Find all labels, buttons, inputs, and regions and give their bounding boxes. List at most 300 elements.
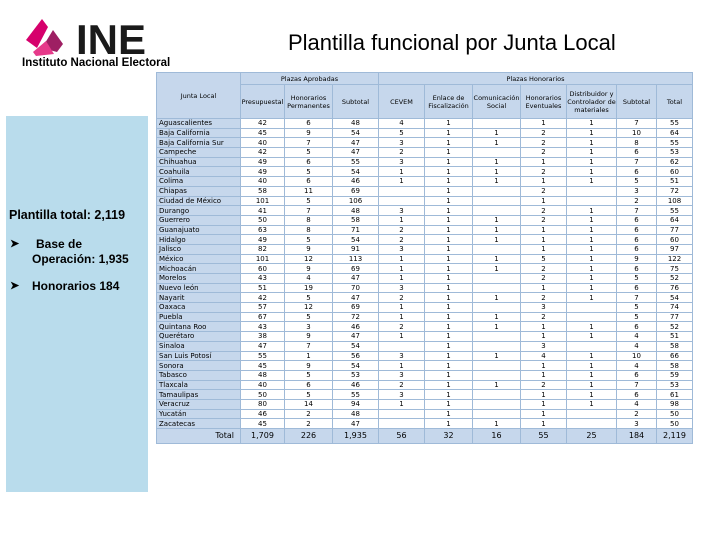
cell-comunicacion: [473, 148, 521, 158]
cell-comunicacion: 1: [473, 138, 521, 148]
cell-cevem: 3: [379, 244, 425, 254]
cell-eventuales: 2: [521, 186, 567, 196]
cell-permanentes: 14: [285, 399, 333, 409]
cell-junta: Chiapas: [157, 186, 241, 196]
cell-subtotal-honorarios: 6: [617, 370, 657, 380]
cell-eventuales: 2: [521, 264, 567, 274]
cell-presupuestal: 82: [241, 244, 285, 254]
cell-total: 51: [657, 332, 693, 342]
cell-total: 55: [657, 206, 693, 216]
cell-total: 64: [657, 215, 693, 225]
cell-comunicacion: 1: [473, 322, 521, 332]
cell-cevem: 1: [379, 215, 425, 225]
cell-enlace: 1: [425, 351, 473, 361]
cell-subtotal-aprobadas: 55: [333, 390, 379, 400]
cell-enlace: 1: [425, 293, 473, 303]
cell-eventuales: 1: [521, 332, 567, 342]
cell-comunicacion: [473, 332, 521, 342]
cell-junta: Tabasco: [157, 370, 241, 380]
cell-distribuidor: 1: [567, 177, 617, 187]
cell-distribuidor: 1: [567, 274, 617, 284]
cell-cevem: 5: [379, 128, 425, 138]
cell-enlace: 1: [425, 215, 473, 225]
cell-eventuales: 1: [521, 419, 567, 429]
cell-subtotal-honorarios: 7: [617, 206, 657, 216]
cell-presupuestal: 50: [241, 390, 285, 400]
cell-distribuidor: 1: [567, 157, 617, 167]
cell-subtotal-honorarios: 3: [617, 186, 657, 196]
cell-subtotal-aprobadas: 54: [333, 361, 379, 371]
cell-total: 108: [657, 196, 693, 206]
cell-eventuales: 1: [521, 390, 567, 400]
cell-junta: Veracruz: [157, 399, 241, 409]
table-row: [157, 399, 693, 409]
cell-subtotal-honorarios: 4: [617, 399, 657, 409]
table-row: [157, 244, 693, 254]
bullet-arrow-icon: ➤: [10, 238, 20, 250]
cell-junta: México: [157, 254, 241, 264]
cell-permanentes: 6: [285, 380, 333, 390]
cell-eventuales: 2: [521, 167, 567, 177]
cell-enlace: 1: [425, 390, 473, 400]
cell-presupuestal: 49: [241, 157, 285, 167]
cell-presupuestal: 57: [241, 303, 285, 313]
cell-enlace: 1: [425, 119, 473, 129]
cell-comunicacion: [473, 274, 521, 284]
table-row: [157, 264, 693, 274]
cell-subtotal-honorarios: 6: [617, 390, 657, 400]
cell-distribuidor: 1: [567, 390, 617, 400]
cell-presupuestal: 40: [241, 380, 285, 390]
cell-subtotal-aprobadas: 70: [333, 283, 379, 293]
cell-subtotal-honorarios: 7: [617, 380, 657, 390]
cell-eventuales: 1: [521, 177, 567, 187]
cell-distribuidor: 1: [567, 128, 617, 138]
cell-presupuestal: 43: [241, 274, 285, 284]
summary-box: [6, 116, 148, 492]
cell-enlace: 1: [425, 128, 473, 138]
cell-subtotal-honorarios: 6: [617, 167, 657, 177]
cell-presupuestal: 45: [241, 361, 285, 371]
cell-distribuidor: [567, 341, 617, 351]
cell-cevem: [379, 196, 425, 206]
table-row: [157, 322, 693, 332]
cell-total: 53: [657, 380, 693, 390]
cell-eventuales: 1: [521, 244, 567, 254]
cell-permanentes: 2: [285, 409, 333, 419]
cell-subtotal-honorarios: 5: [617, 303, 657, 313]
cell-presupuestal: 42: [241, 148, 285, 158]
cell-subtotal-honorarios: 10: [617, 128, 657, 138]
cell-eventuales: 1: [521, 157, 567, 167]
cell-eventuales: 1: [521, 370, 567, 380]
cell-presupuestal: 49: [241, 167, 285, 177]
table-row: [157, 380, 693, 390]
cell-cevem: 2: [379, 148, 425, 158]
cell-subtotal-honorarios: 5: [617, 312, 657, 322]
cell-subtotal-aprobadas: 113: [333, 254, 379, 264]
cell-enlace: 1: [425, 341, 473, 351]
cell-presupuestal: 42: [241, 293, 285, 303]
total-junta: Total: [157, 429, 241, 444]
cell-presupuestal: 80: [241, 399, 285, 409]
cell-total: 52: [657, 322, 693, 332]
cell-eventuales: 3: [521, 341, 567, 351]
cell-cevem: 2: [379, 322, 425, 332]
cell-total: 75: [657, 264, 693, 274]
cell-enlace: 1: [425, 322, 473, 332]
cell-presupuestal: 38: [241, 332, 285, 342]
table-row: [157, 409, 693, 419]
cell-cevem: 3: [379, 283, 425, 293]
cell-subtotal-honorarios: 6: [617, 225, 657, 235]
table-row: [157, 119, 693, 129]
total-total: 2,119: [657, 429, 693, 444]
cell-eventuales: 1: [521, 361, 567, 371]
cell-comunicacion: 1: [473, 225, 521, 235]
bullet-arrow-icon: ➤: [10, 280, 20, 292]
cell-eventuales: 2: [521, 380, 567, 390]
cell-presupuestal: 47: [241, 341, 285, 351]
cell-subtotal-aprobadas: 69: [333, 186, 379, 196]
cell-distribuidor: 1: [567, 361, 617, 371]
cell-comunicacion: 1: [473, 264, 521, 274]
cell-junta: Colima: [157, 177, 241, 187]
cell-subtotal-honorarios: 7: [617, 119, 657, 129]
cell-enlace: 1: [425, 167, 473, 177]
cell-subtotal-aprobadas: 47: [333, 138, 379, 148]
cell-eventuales: 3: [521, 303, 567, 313]
header-enlace: Enlace de Fiscalización: [425, 85, 473, 119]
cell-junta: Ciudad de México: [157, 196, 241, 206]
cell-permanentes: 5: [285, 390, 333, 400]
cell-permanentes: 9: [285, 264, 333, 274]
cell-junta: Sonora: [157, 361, 241, 371]
cell-permanentes: 12: [285, 254, 333, 264]
cell-distribuidor: 1: [567, 351, 617, 361]
cell-permanentes: 4: [285, 274, 333, 284]
cell-junta: Zacatecas: [157, 419, 241, 429]
cell-subtotal-aprobadas: 55: [333, 157, 379, 167]
cell-eventuales: 1: [521, 225, 567, 235]
cell-comunicacion: 1: [473, 351, 521, 361]
header-eventuales: Honorarios Eventuales: [521, 85, 567, 119]
cell-eventuales: 5: [521, 254, 567, 264]
cell-distribuidor: [567, 409, 617, 419]
cell-eventuales: 1: [521, 322, 567, 332]
cell-junta: Nayarit: [157, 293, 241, 303]
cell-presupuestal: 49: [241, 235, 285, 245]
cell-presupuestal: 40: [241, 177, 285, 187]
cell-subtotal-aprobadas: 69: [333, 303, 379, 313]
cell-eventuales: 2: [521, 138, 567, 148]
cell-total: 53: [657, 148, 693, 158]
cell-junta: Coahuila: [157, 167, 241, 177]
cell-distribuidor: 1: [567, 119, 617, 129]
cell-subtotal-aprobadas: 72: [333, 312, 379, 322]
cell-total: 55: [657, 138, 693, 148]
cell-junta: Campeche: [157, 148, 241, 158]
cell-permanentes: 12: [285, 303, 333, 313]
cell-distribuidor: 1: [567, 244, 617, 254]
cell-cevem: [379, 341, 425, 351]
cell-junta: Guanajuato: [157, 225, 241, 235]
cell-subtotal-honorarios: 6: [617, 244, 657, 254]
cell-subtotal-honorarios: 8: [617, 138, 657, 148]
cell-presupuestal: 45: [241, 128, 285, 138]
cell-subtotal-aprobadas: 48: [333, 409, 379, 419]
cell-distribuidor: 1: [567, 225, 617, 235]
cell-total: 98: [657, 399, 693, 409]
cell-comunicacion: 1: [473, 293, 521, 303]
cell-comunicacion: [473, 370, 521, 380]
cell-comunicacion: [473, 244, 521, 254]
cell-enlace: 1: [425, 254, 473, 264]
cell-permanentes: 5: [285, 293, 333, 303]
cell-eventuales: 2: [521, 148, 567, 158]
cell-distribuidor: 1: [567, 138, 617, 148]
cell-comunicacion: [473, 341, 521, 351]
total-subtotal-aprobadas: 1,935: [333, 429, 379, 444]
cell-distribuidor: [567, 419, 617, 429]
cell-distribuidor: 1: [567, 264, 617, 274]
cell-subtotal-aprobadas: 47: [333, 419, 379, 429]
cell-presupuestal: 50: [241, 215, 285, 225]
cell-distribuidor: [567, 312, 617, 322]
cell-permanentes: 9: [285, 244, 333, 254]
cell-presupuestal: 48: [241, 370, 285, 380]
cell-permanentes: 9: [285, 128, 333, 138]
cell-permanentes: 5: [285, 235, 333, 245]
cell-permanentes: 5: [285, 312, 333, 322]
cell-distribuidor: 1: [567, 283, 617, 293]
cell-enlace: 1: [425, 148, 473, 158]
cell-eventuales: 2: [521, 128, 567, 138]
table-row: [157, 332, 693, 342]
cell-permanentes: 8: [285, 215, 333, 225]
cell-distribuidor: 1: [567, 332, 617, 342]
cell-enlace: 1: [425, 283, 473, 293]
table-row: [157, 283, 693, 293]
cell-comunicacion: 1: [473, 380, 521, 390]
cell-subtotal-honorarios: 6: [617, 283, 657, 293]
cell-cevem: 3: [379, 390, 425, 400]
cell-cevem: 4: [379, 119, 425, 129]
cell-enlace: 1: [425, 177, 473, 187]
cell-eventuales: 2: [521, 215, 567, 225]
cell-enlace: 1: [425, 380, 473, 390]
cell-distribuidor: [567, 303, 617, 313]
cell-permanentes: 7: [285, 341, 333, 351]
cell-eventuales: 1: [521, 399, 567, 409]
cell-permanentes: 5: [285, 370, 333, 380]
cell-enlace: 1: [425, 235, 473, 245]
cell-permanentes: 9: [285, 361, 333, 371]
cell-junta: Baja California: [157, 128, 241, 138]
table-row: [157, 235, 693, 245]
cell-total: 97: [657, 244, 693, 254]
header-comunicacion: Comunicación Social: [473, 85, 521, 119]
cell-junta: Oaxaca: [157, 303, 241, 313]
cell-enlace: 1: [425, 138, 473, 148]
cell-junta: Puebla: [157, 312, 241, 322]
cell-distribuidor: 1: [567, 380, 617, 390]
cell-cevem: 3: [379, 206, 425, 216]
cell-enlace: 1: [425, 157, 473, 167]
cell-comunicacion: 1: [473, 177, 521, 187]
cell-enlace: 1: [425, 409, 473, 419]
cell-eventuales: 2: [521, 312, 567, 322]
cell-presupuestal: 42: [241, 119, 285, 129]
cell-permanentes: 7: [285, 206, 333, 216]
cell-total: 74: [657, 303, 693, 313]
cell-total: 59: [657, 370, 693, 380]
cell-subtotal-aprobadas: 46: [333, 380, 379, 390]
cell-total: 54: [657, 293, 693, 303]
total-distribuidor: 25: [567, 429, 617, 444]
staff-table: [156, 72, 693, 444]
table-row: [157, 186, 693, 196]
cell-cevem: [379, 409, 425, 419]
cell-permanentes: 7: [285, 138, 333, 148]
cell-cevem: [379, 186, 425, 196]
total-presupuestal: 1,709: [241, 429, 285, 444]
cell-comunicacion: [473, 303, 521, 313]
cell-eventuales: 4: [521, 351, 567, 361]
cell-eventuales: 2: [521, 274, 567, 284]
cell-comunicacion: [473, 206, 521, 216]
cell-eventuales: 1: [521, 283, 567, 293]
table-row: [157, 419, 693, 429]
ine-wordmark: INE: [76, 16, 147, 63]
cell-permanentes: 5: [285, 148, 333, 158]
cell-permanentes: 11: [285, 186, 333, 196]
cell-permanentes: 5: [285, 167, 333, 177]
table-row: [157, 138, 693, 148]
cell-subtotal-honorarios: 7: [617, 157, 657, 167]
cell-subtotal-honorarios: 10: [617, 351, 657, 361]
table-row: [157, 128, 693, 138]
cell-total: 58: [657, 341, 693, 351]
cell-total: 66: [657, 351, 693, 361]
cell-cevem: 1: [379, 177, 425, 187]
cell-permanentes: 9: [285, 332, 333, 342]
cell-total: 58: [657, 361, 693, 371]
cell-eventuales: 1: [521, 196, 567, 206]
header-permanentes: Honorarios Permanentes: [285, 85, 333, 119]
cell-cevem: 1: [379, 303, 425, 313]
cell-subtotal-honorarios: 4: [617, 332, 657, 342]
table-row: [157, 312, 693, 322]
header-distribuidor: Distribuidor y Controlador de materiales: [567, 85, 617, 119]
cell-comunicacion: 1: [473, 128, 521, 138]
cell-total: 77: [657, 225, 693, 235]
cell-junta: Yucatán: [157, 409, 241, 419]
cell-eventuales: 1: [521, 409, 567, 419]
header-junta: Junta Local: [157, 73, 241, 119]
cell-subtotal-honorarios: 6: [617, 215, 657, 225]
cell-subtotal-aprobadas: 47: [333, 274, 379, 284]
cell-junta: Jalisco: [157, 244, 241, 254]
cell-enlace: 1: [425, 332, 473, 342]
cell-subtotal-aprobadas: 54: [333, 341, 379, 351]
cell-cevem: 1: [379, 332, 425, 342]
table-row: [157, 293, 693, 303]
cell-cevem: 3: [379, 138, 425, 148]
cell-presupuestal: 43: [241, 322, 285, 332]
cell-total: 50: [657, 409, 693, 419]
table-row: [157, 341, 693, 351]
cell-subtotal-aprobadas: 47: [333, 293, 379, 303]
cell-presupuestal: 101: [241, 254, 285, 264]
cell-subtotal-aprobadas: 46: [333, 177, 379, 187]
cell-eventuales: 1: [521, 235, 567, 245]
cell-subtotal-honorarios: 2: [617, 409, 657, 419]
cell-subtotal-honorarios: 5: [617, 177, 657, 187]
cell-comunicacion: 1: [473, 419, 521, 429]
table-row: [157, 167, 693, 177]
cell-subtotal-aprobadas: 56: [333, 351, 379, 361]
cell-distribuidor: 1: [567, 254, 617, 264]
cell-distribuidor: 1: [567, 399, 617, 409]
total-subtotal-honorarios: 184: [617, 429, 657, 444]
table-row: [157, 361, 693, 371]
cell-subtotal-honorarios: 7: [617, 293, 657, 303]
table-row: [157, 225, 693, 235]
table-row: [157, 254, 693, 264]
cell-junta: Sinaloa: [157, 341, 241, 351]
cell-presupuestal: 41: [241, 206, 285, 216]
cell-junta: Tamaulipas: [157, 390, 241, 400]
cell-comunicacion: [473, 186, 521, 196]
total-cevem: 56: [379, 429, 425, 444]
cell-subtotal-aprobadas: 94: [333, 399, 379, 409]
cell-junta: Querétaro: [157, 332, 241, 342]
cell-subtotal-aprobadas: 69: [333, 264, 379, 274]
ine-logo-subtitle: Instituto Nacional Electoral: [22, 57, 171, 69]
cell-comunicacion: [473, 409, 521, 419]
cell-junta: Baja California Sur: [157, 138, 241, 148]
cell-comunicacion: [473, 399, 521, 409]
cell-subtotal-honorarios: 6: [617, 235, 657, 245]
cell-distribuidor: 1: [567, 370, 617, 380]
header-group-honorarios: Plazas Honorarios: [379, 73, 693, 85]
cell-presupuestal: 63: [241, 225, 285, 235]
cell-distribuidor: 1: [567, 167, 617, 177]
cell-presupuestal: 40: [241, 138, 285, 148]
cell-enlace: 1: [425, 225, 473, 235]
cell-subtotal-aprobadas: 58: [333, 215, 379, 225]
cell-cevem: 3: [379, 370, 425, 380]
cell-junta: San Luis Potosí: [157, 351, 241, 361]
cell-enlace: 1: [425, 264, 473, 274]
cell-comunicacion: 1: [473, 215, 521, 225]
cell-enlace: 1: [425, 312, 473, 322]
table-row: [157, 390, 693, 400]
cell-presupuestal: 51: [241, 283, 285, 293]
cell-total: 55: [657, 119, 693, 129]
cell-junta: Morelos: [157, 274, 241, 284]
cell-subtotal-aprobadas: 54: [333, 167, 379, 177]
cell-permanentes: 3: [285, 322, 333, 332]
cell-distribuidor: [567, 186, 617, 196]
cell-presupuestal: 101: [241, 196, 285, 206]
table-row: [157, 148, 693, 158]
cell-comunicacion: [473, 390, 521, 400]
total-permanentes: 226: [285, 429, 333, 444]
cell-distribuidor: 1: [567, 148, 617, 158]
cell-junta: Aguascalientes: [157, 119, 241, 129]
